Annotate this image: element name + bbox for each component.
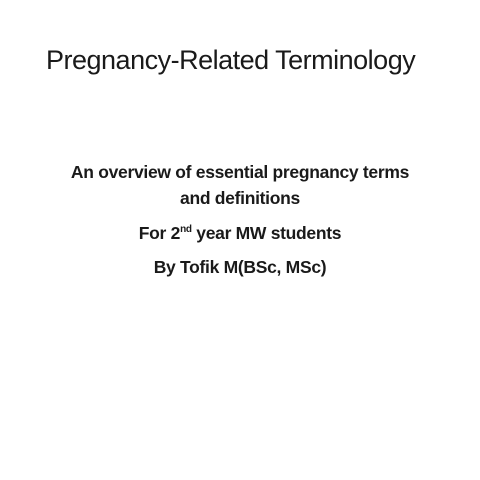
audience-superscript: nd	[180, 224, 192, 236]
author-line: By Tofik M(BSc, MSc)	[153, 257, 327, 277]
subtitle-line-1: An overview of essential pregnancy terms	[70, 162, 410, 182]
slide-title: Pregnancy-Related Terminology	[46, 45, 416, 75]
audience-prefix: For 2	[138, 223, 181, 243]
slide-subtitle	[30, 158, 450, 284]
subtitle-line-2: and definitions	[180, 188, 300, 208]
audience-suffix: year MW students	[191, 223, 342, 243]
audience-line	[30, 216, 450, 250]
